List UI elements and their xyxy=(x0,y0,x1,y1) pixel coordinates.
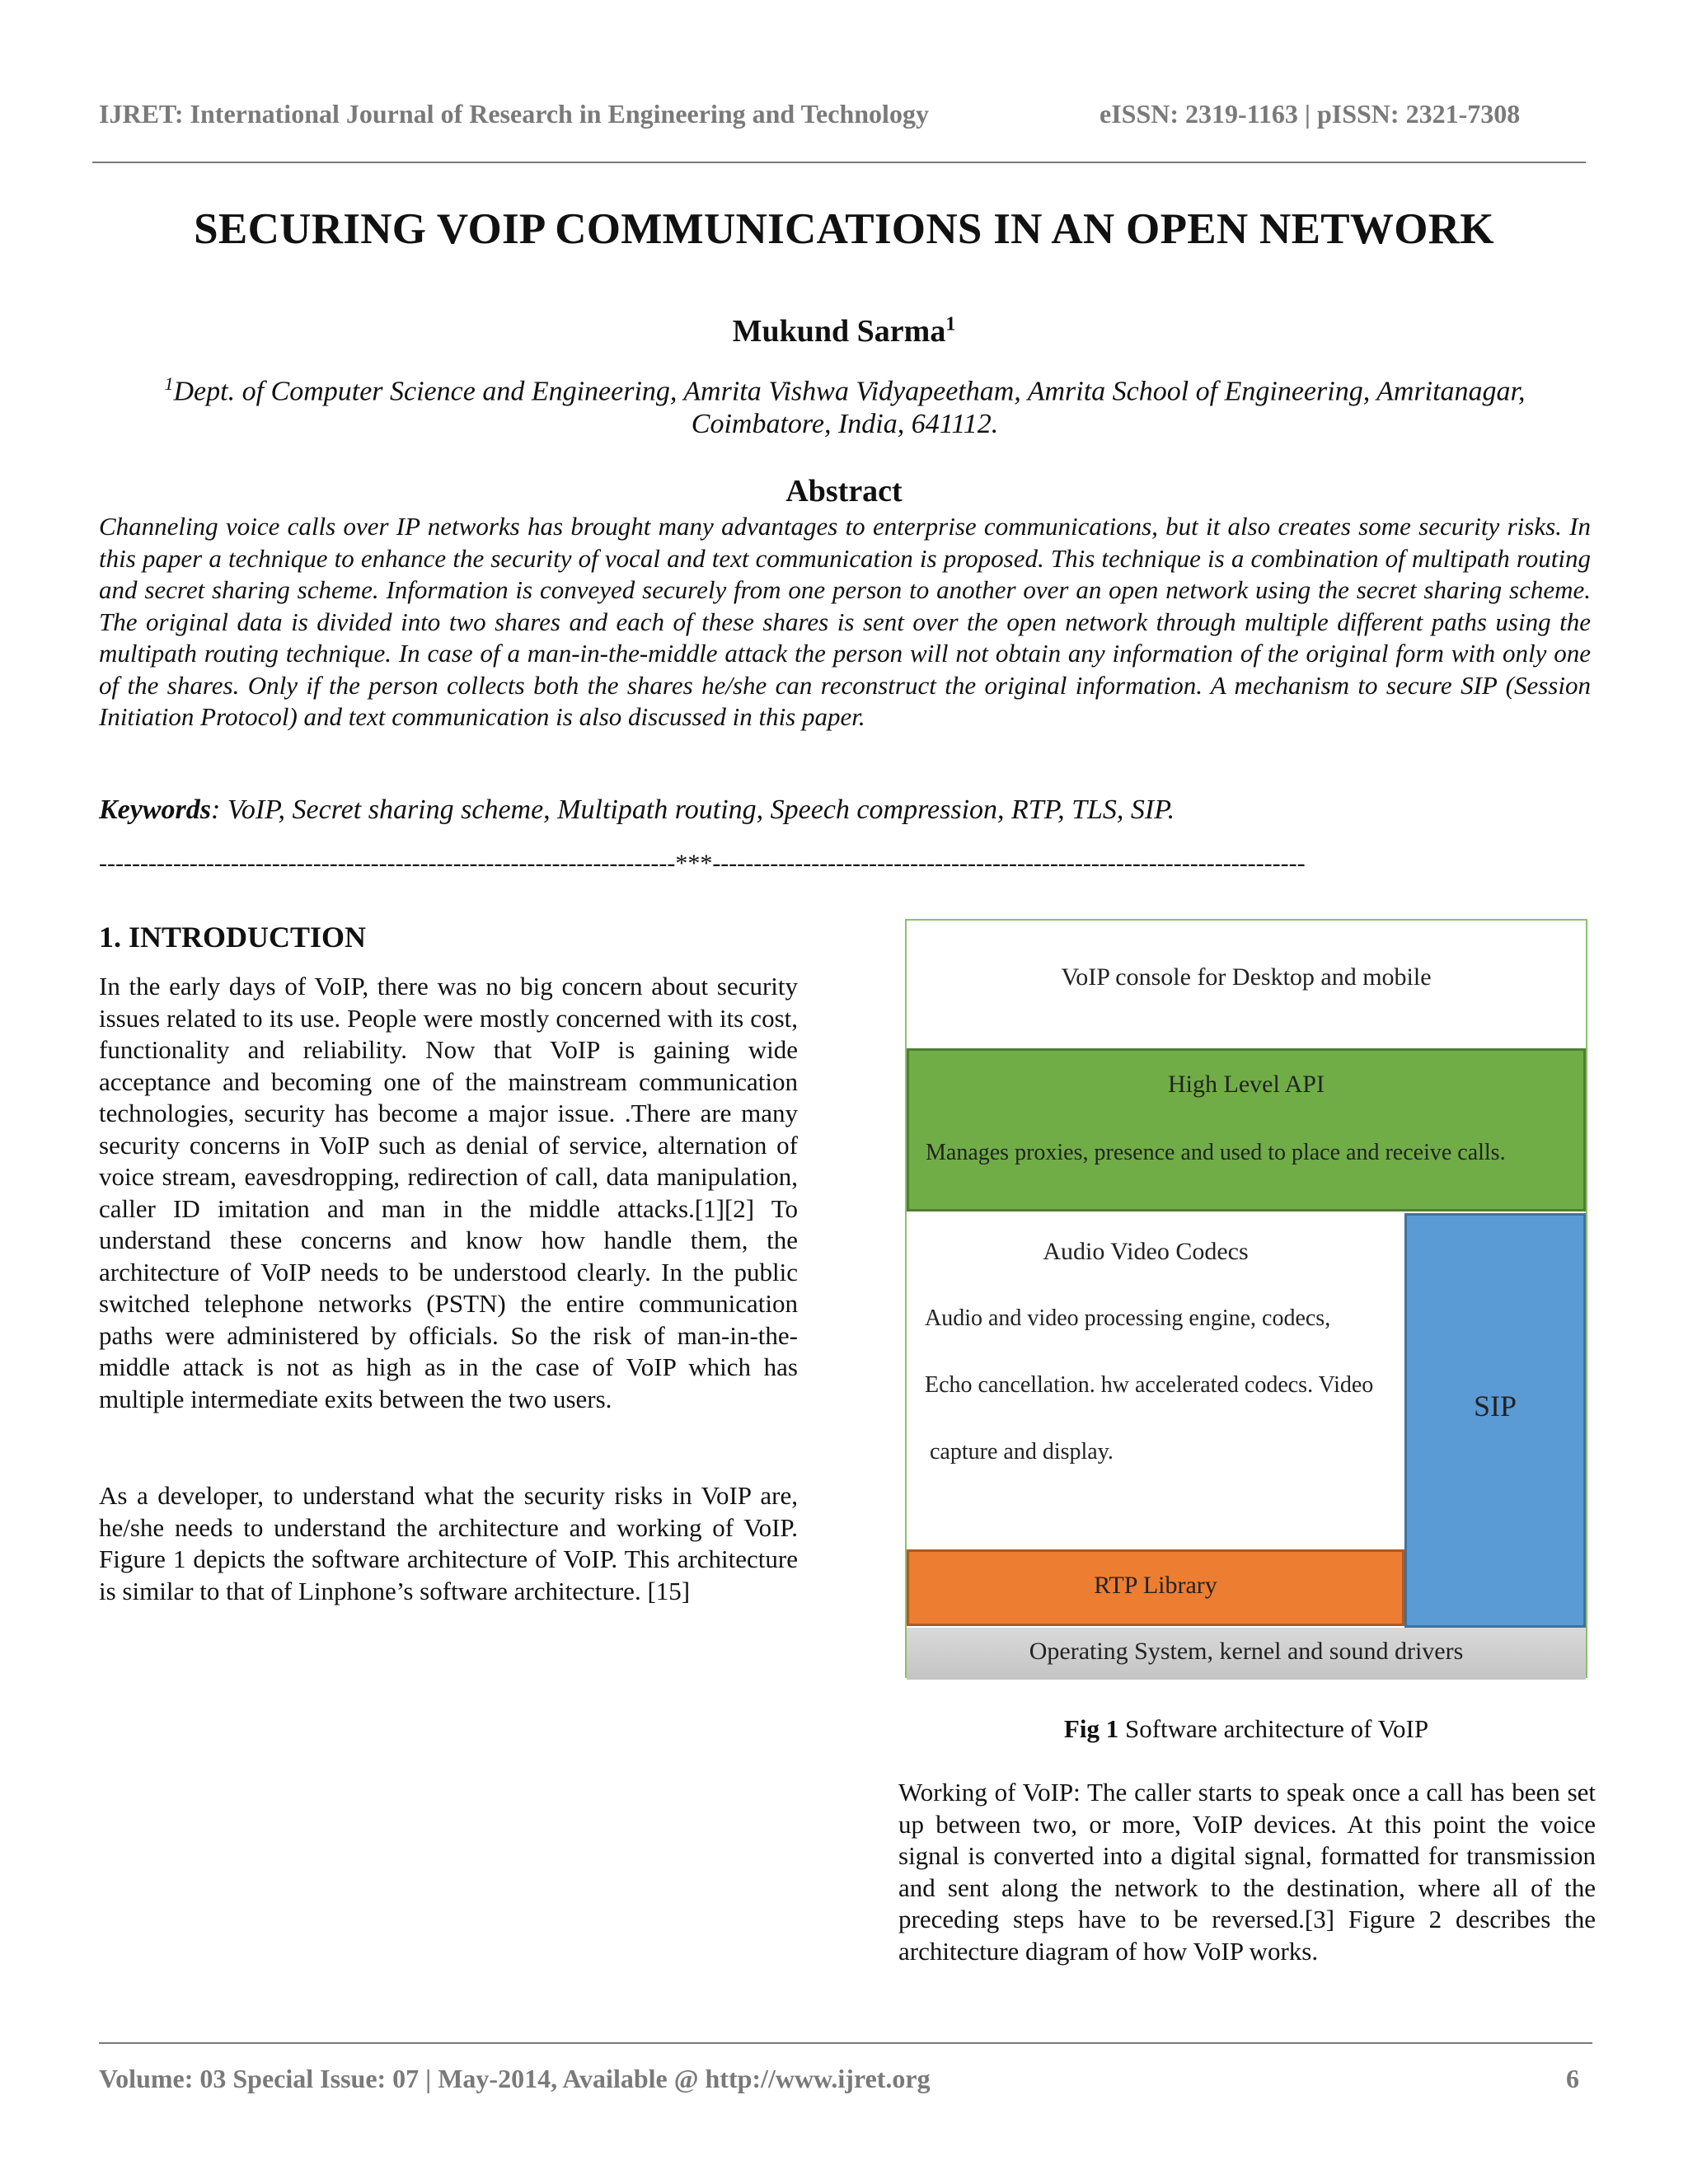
paper-title: SECURING VOIP COMMUNICATIONS IN AN OPEN NETWORK xyxy=(194,205,1494,253)
header-divider xyxy=(92,162,1586,163)
layer-rtp-label: RTP Library xyxy=(1094,1572,1217,1599)
author-name: Mukund Sarma xyxy=(732,314,946,349)
footer-divider xyxy=(99,2042,1592,2044)
layer-audio-video-codecs xyxy=(907,1213,1404,1549)
intro-paragraph-2: As a developer, to understand what the security risks in VoIP are, he/she needs to understand the architecture and working of VoIP. Figure 1 depicts the software architecture of VoIP. This architecture is similar to that of Linphone’s software architecture. [15] xyxy=(99,1481,798,1605)
abstract-body: Channeling voice calls over IP networks has brought many advantages to enterprise communications, but it also creates some security risks. In this paper a technique to enhance the security of vocal and text communication is proposed. This technique is a combination of multipath routing and secret sharing scheme. Information is conveyed securely from one person to another over an open network using the secret sharing scheme. The original data is divided into two shares and each of these shares is sent over the open network through multiple different paths using the multipath routing technique. In case of a man-in-the-middle attack the person will not obtain any information of the original form with only one of the shares. Only if the person collects both the shares he/she can reconstruct the original information. A mechanism to secure SIP (Session Initiation Protocol) and text communication is also discussed in this paper. xyxy=(99,512,1591,731)
page-number: 6 xyxy=(1566,2064,1579,2093)
intro-paragraph-1: In the early days of VoIP, there was no big concern about security issues related to its use. People were mostly concerned with its cost, functionality and reliability. Now that VoIP is gaining wide acceptance and becoming one of the mainstream communication technologies, security has become a major issue. .There are many security concerns in VoIP such as denial of service, alternation of voice stream, eavesdropping, redirection of call, data manipulation, caller ID imitation and man in the middle attacks.[1][2] To understand these concerns and know how handle them, the architecture of VoIP needs to be understood clearly. In the public switched telephone networks (PSTN) the entire communication paths were administered by officials. So the risk of man-in-the-middle attack is not as high as in the case of VoIP which has multiple intermediate exits between the two users. xyxy=(99,972,798,1413)
author-sup: 1 xyxy=(945,313,956,335)
abstract-heading: Abstract xyxy=(785,474,903,509)
author xyxy=(0,313,1688,349)
issn-info: eISSN: 2319-1163 | pISSN: 2321-7308 xyxy=(1100,99,1521,129)
layer-sip xyxy=(1404,1213,1586,1628)
layer-console-label: VoIP console for Desktop and mobile xyxy=(1061,963,1432,991)
affiliation xyxy=(99,368,1591,441)
working-of-voip-paragraph: Working of VoIP: The caller starts to speak once a call has been set up between two, or more, VoIP devices. At this point the voice signal is converted into a digital signal, formatted for transmission and sent along the network to the destination, where all of the preceding steps have to be reversed.[3] Figure 2 describes the architecture diagram of how VoIP works. xyxy=(898,1778,1596,1966)
journal-name: IJRET: International Journal of Research in Engineering and Technology xyxy=(99,99,929,129)
figure-software-architecture xyxy=(905,919,1587,1680)
layer-codec-title: Audio Video Codecs xyxy=(1043,1238,1249,1265)
layer-codec-line-1: Audio and video processing engine, codecs, xyxy=(925,1305,1331,1331)
affiliation-sup: 1 xyxy=(164,373,174,394)
layer-os-label: Operating System, kernel and sound drivers xyxy=(1029,1638,1464,1665)
section-separator: ----------------------------------------------------------------------***------------------------------------------------------------------------ xyxy=(99,850,1306,877)
layer-rtp-library xyxy=(907,1549,1404,1626)
keywords-text: : VoIP, Secret sharing scheme, Multipath routing, Speech compression, RTP, TLS, SIP. xyxy=(211,794,1175,825)
layer-api-desc: Manages proxies, presence and used to place and receive calls. xyxy=(926,1140,1506,1165)
affiliation-text: Dept. of Computer Science and Engineering, Amrita Vishwa Vidyapeetham, Amrita School of Engineering, Amritanagar, Coimbatore, India, 641112. xyxy=(173,376,1526,440)
figure-caption-label: Fig 1 xyxy=(1063,1714,1119,1743)
layer-console xyxy=(907,921,1586,1047)
keywords-label: Keywords xyxy=(99,794,211,825)
layer-high-level-api xyxy=(907,1048,1586,1212)
footer-volume-info: Volume: 03 Special Issue: 07 | May-2014, Available @ http://www.ijret.org xyxy=(99,2064,931,2093)
figure-caption-text: Software architecture of VoIP xyxy=(1118,1714,1429,1743)
layer-codec-line-2: Echo cancellation. hw accelerated codecs. Video xyxy=(925,1372,1374,1398)
layer-codec-line-3: capture and display. xyxy=(930,1439,1114,1465)
layer-api-title: High Level API xyxy=(1168,1071,1325,1098)
figure-caption xyxy=(905,1714,1587,1744)
layer-sip-label: SIP xyxy=(1473,1390,1517,1422)
keywords xyxy=(99,794,1591,826)
layer-operating-system xyxy=(907,1628,1586,1680)
section-heading-introduction: 1. INTRODUCTION xyxy=(99,921,367,954)
